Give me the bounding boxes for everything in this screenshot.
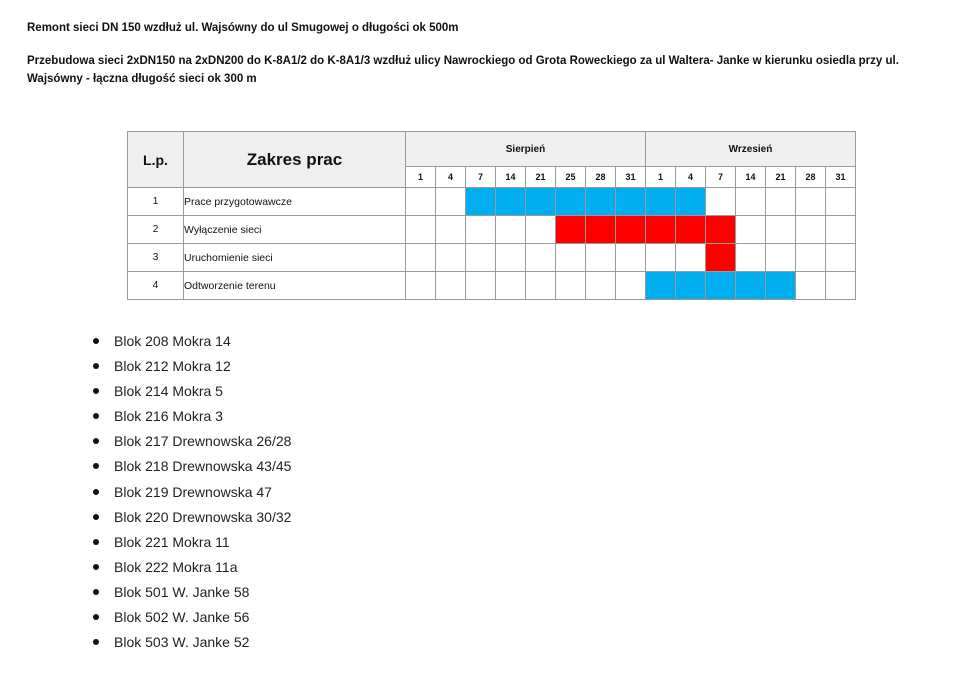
bullet-icon [93,639,99,645]
list-item-label: Blok 219 Drewnowska 47 [114,483,272,500]
bullet-icon [93,489,99,495]
day-header: 21 [526,167,556,188]
list-item [93,481,291,506]
gantt-bar-cell [556,188,586,216]
day-header: 4 [436,167,466,188]
list-item [93,556,291,581]
gantt-empty-cell [826,272,856,300]
gantt-empty-cell [496,216,526,244]
gantt-empty-cell [406,244,436,272]
row-number: 3 [128,244,184,272]
gantt-bar-cell [556,216,586,244]
heading-line-1: Remont sieci DN 150 wzdłuż ul. Wajsówny do ul Smugowej o długości ok 500m [27,22,459,34]
gantt-empty-cell [586,272,616,300]
task-name: Uruchomienie sieci [184,244,406,272]
task-name: Odtworzenie terenu [184,272,406,300]
column-header-lp: L.p. [128,132,184,188]
gantt-bar-cell [676,216,706,244]
bullet-icon [93,564,99,570]
gantt-empty-cell [406,188,436,216]
gantt-bar-cell [766,272,796,300]
list-item [93,455,291,480]
bullet-icon [93,614,99,620]
gantt-empty-cell [436,244,466,272]
gantt-empty-cell [496,244,526,272]
day-header: 14 [736,167,766,188]
gantt-bar-cell [706,244,736,272]
day-header: 1 [646,167,676,188]
gantt-empty-cell [406,216,436,244]
gantt-bar-cell [676,272,706,300]
gantt-empty-cell [736,216,766,244]
gantt-empty-cell [796,188,826,216]
list-item [93,380,291,405]
gantt-empty-cell [826,244,856,272]
row-number: 4 [128,272,184,300]
gantt-empty-cell [796,216,826,244]
list-item [93,355,291,380]
gantt-bar-cell [706,216,736,244]
day-header: 25 [556,167,586,188]
task-name: Prace przygotowawcze [184,188,406,216]
gantt-bar-cell [646,216,676,244]
gantt-empty-cell [766,216,796,244]
gantt-bar-cell [676,188,706,216]
gantt-empty-cell [466,272,496,300]
gantt-bar-cell [526,188,556,216]
list-item [93,405,291,430]
row-number: 2 [128,216,184,244]
list-item-label: Blok 220 Drewnowska 30/32 [114,508,292,525]
list-item [93,531,291,556]
list-item-label: Blok 501 W. Janke 58 [114,583,250,600]
bullet-icon [93,514,99,520]
gantt-bar-cell [496,188,526,216]
day-header: 1 [406,167,436,188]
day-header: 7 [706,167,736,188]
table-row [128,216,856,244]
list-item-label: Blok 216 Mokra 3 [114,408,223,425]
bullet-icon [93,363,99,369]
day-header: 7 [466,167,496,188]
list-item [93,631,291,656]
gantt-empty-cell [526,272,556,300]
list-item [93,581,291,606]
list-item [93,606,291,631]
gantt-bar-cell [586,188,616,216]
bullet-icon [93,463,99,469]
list-item-label: Blok 503 W. Janke 52 [114,634,250,651]
gantt-empty-cell [616,244,646,272]
gantt-empty-cell [466,244,496,272]
bullet-icon [93,539,99,545]
list-item-label: Blok 222 Mokra 11a [114,558,238,575]
table-row [128,244,856,272]
gantt-empty-cell [766,188,796,216]
gantt-empty-cell [436,188,466,216]
list-item-label: Blok 217 Drewnowska 26/28 [114,433,292,450]
gantt-empty-cell [736,188,766,216]
day-header: 4 [676,167,706,188]
bullet-icon [93,388,99,394]
gantt-bar-cell [706,272,736,300]
gantt-bar-cell [736,272,766,300]
bullet-icon [93,413,99,419]
gantt-bar-cell [616,216,646,244]
table-row [128,272,856,300]
gantt-bar-cell [646,188,676,216]
gantt-bar-cell [586,216,616,244]
gantt-bar-cell [616,188,646,216]
gantt-empty-cell [826,188,856,216]
block-list [93,330,291,656]
gantt-empty-cell [556,272,586,300]
gantt-empty-cell [616,272,646,300]
list-item-label: Blok 212 Mokra 12 [114,358,231,375]
gantt-empty-cell [646,244,676,272]
list-item [93,506,291,531]
day-header: 28 [796,167,826,188]
gantt-empty-cell [766,244,796,272]
list-item-label: Blok 502 W. Janke 56 [114,609,250,626]
gantt-empty-cell [436,216,466,244]
gantt-empty-cell [796,244,826,272]
column-header-zakres: Zakres prac [184,132,406,188]
list-item [93,330,291,355]
gantt-empty-cell [526,216,556,244]
gantt-empty-cell [586,244,616,272]
gantt-empty-cell [436,272,466,300]
month-header: Sierpień [406,132,646,167]
month-header: Wrzesień [646,132,856,167]
gantt-empty-cell [496,272,526,300]
day-header: 28 [586,167,616,188]
gantt-empty-cell [826,216,856,244]
list-item-label: Blok 221 Mokra 11 [114,533,230,550]
gantt-empty-cell [706,188,736,216]
row-number: 1 [128,188,184,216]
task-name: Wyłączenie sieci [184,216,406,244]
gantt-empty-cell [736,244,766,272]
day-header: 14 [496,167,526,188]
gantt-empty-cell [406,272,436,300]
bullet-icon [93,438,99,444]
list-item-label: Blok 208 Mokra 14 [114,333,231,349]
list-item-label: Blok 214 Mokra 5 [114,383,223,400]
day-header: 21 [766,167,796,188]
list-item-label: Blok 218 Drewnowska 43/45 [114,458,292,475]
schedule-table [127,131,856,300]
table-row [128,188,856,216]
day-header: 31 [616,167,646,188]
gantt-empty-cell [466,216,496,244]
heading-line-2: Przebudowa sieci 2xDN150 na 2xDN200 do K-8A1/2 do K-8A1/3 wzdłuż ulicy Nawrockiego od Grota Roweckiego za ul Waltera- Janke w kierunku osiedla przy ul. Wajsówny - łączna długość sieci ok 300 m [27,55,899,85]
gantt-empty-cell [796,272,826,300]
day-header: 31 [826,167,856,188]
bullet-icon [93,589,99,595]
list-item [93,430,291,455]
gantt-empty-cell [676,244,706,272]
gantt-bar-cell [646,272,676,300]
gantt-empty-cell [556,244,586,272]
gantt-empty-cell [526,244,556,272]
gantt-bar-cell [466,188,496,216]
bullet-icon [93,338,99,344]
